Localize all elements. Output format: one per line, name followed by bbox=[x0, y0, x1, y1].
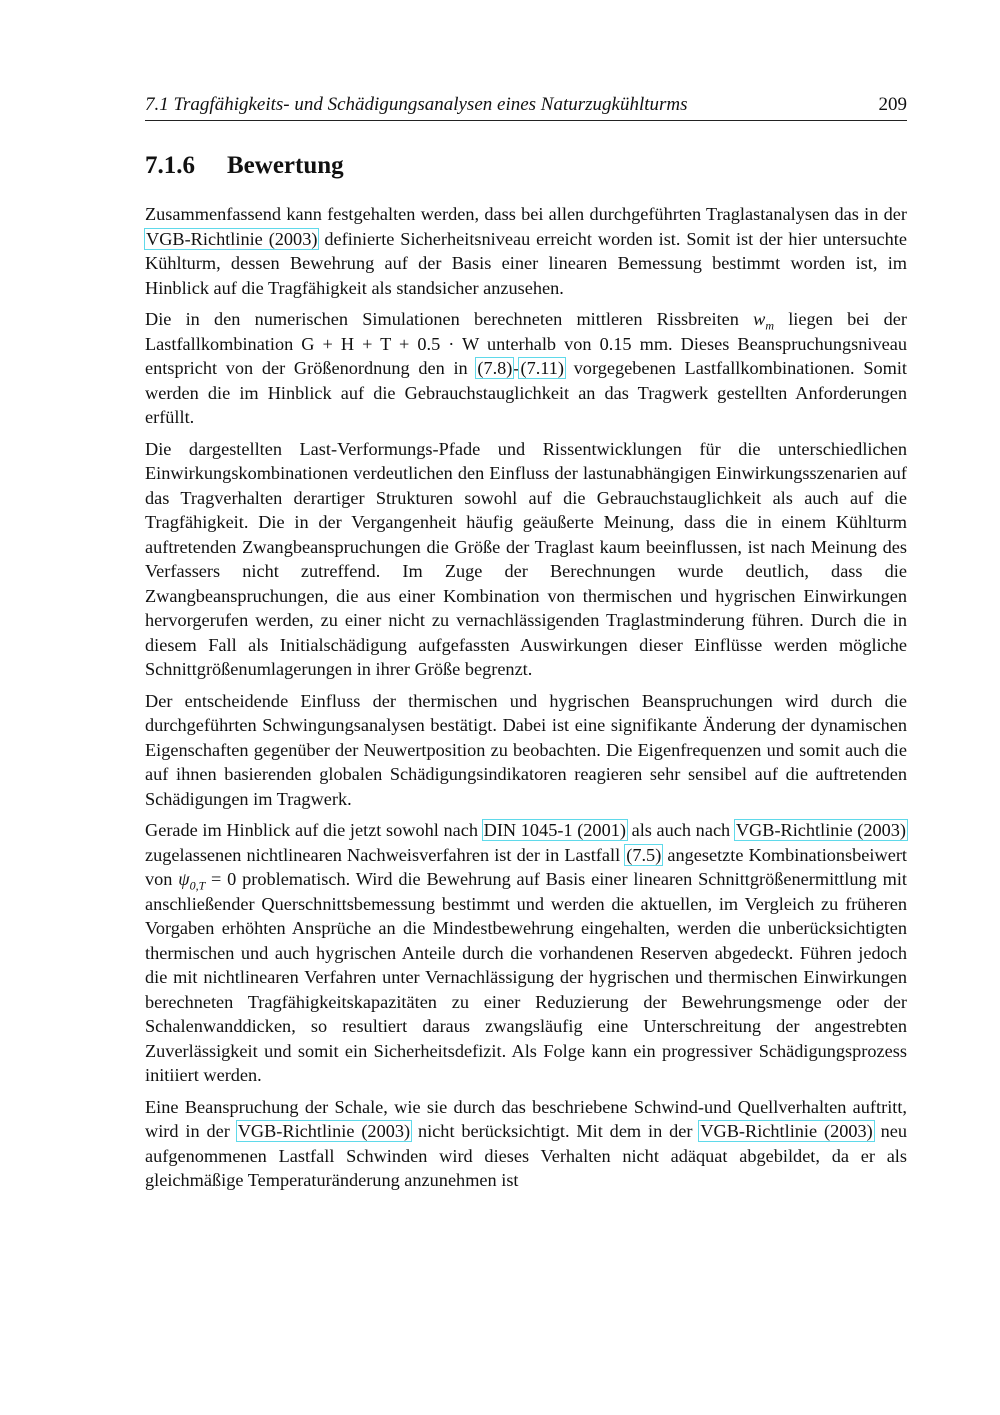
math-symbol: w bbox=[753, 309, 766, 329]
section-heading bbox=[145, 152, 344, 180]
paragraph-5 bbox=[145, 818, 907, 1088]
math-symbol: ψ bbox=[178, 869, 190, 889]
citation-link[interactable]: DIN 1045-1 (2001) bbox=[483, 820, 626, 840]
math-subscript: m bbox=[765, 318, 775, 333]
section-title: Bewertung bbox=[227, 152, 344, 179]
equation-ref-link[interactable]: (7.11) bbox=[520, 358, 564, 378]
math-variable bbox=[753, 309, 775, 333]
running-header bbox=[145, 92, 907, 121]
math-variable bbox=[178, 869, 206, 893]
paragraph-1 bbox=[145, 202, 907, 300]
text-run: zugelassenen nichtlinearen Nachweisverfahren ist der in Lastfall bbox=[145, 844, 626, 865]
citation-link[interactable]: VGB-Richtlinie (2003) bbox=[735, 820, 907, 840]
text-run: Gerade im Hinblick auf die jetzt sowohl nach bbox=[145, 820, 483, 840]
text-run: - bbox=[513, 358, 520, 378]
section-number: 7.1.6 bbox=[145, 152, 195, 179]
citation-link[interactable]: VGB-Richtlinie (2003) bbox=[146, 228, 318, 249]
text-run: = 0 problematisch. Wird die Bewehrung auf Basis einer linearen Schnittgrößenermittlung mit anschließender Querschnittsbemessung bestimmt und werden die aktuellen, im Vergleich zu früheren Vorgaben erhöhten Ansprüche an die Mindestbewehrung eingehalten, werden die unberücksichtigten thermischen und auch hygrischen Anteile durch die vorhandenen Reserven abgedeckt. Führen jedoch die mit nichtlinearen Verfahren unter Vernachlässigung der hygrischen und thermischen Einwirkungen berechneten Tragfähigkeitskapazitäten zu einer Reduzierung der Bewehrungsmenge oder der Schalenwanddicken, so resultiert daraus zwangsläufig eine Unterschreitung der angestrebten Zuverlässigkeit und somit ein Sicherheitsdefizit. Als Folge kann ein progressiver Schädigungsprozess initiiert werden. bbox=[145, 869, 907, 1085]
math-subscript: 0,T bbox=[189, 878, 206, 893]
paragraph-4: Der entscheidende Einfluss der thermischen und hygrischen Beanspruchungen wird durch die durchgeführten Schwingungsanalysen bestätigt. Dabei ist eine signifikante Änderung der dynamischen Eigenschaften gegenüber der Neuwertposition zu beobachten. Die Eigenfrequenzen und somit auch die auf ihnen basierenden globalen Schädigungsindikatoren reagieren sehr sensibel auf die auftretenden Schädigungen im Tragwerk. bbox=[145, 690, 907, 809]
page-number: 209 bbox=[878, 94, 907, 115]
text-run: Zusammenfassend kann festgehalten werden, dass bei allen durchgeführten Traglastanalysen das in der bbox=[145, 204, 907, 224]
body-text bbox=[145, 202, 907, 1200]
text-run: angesetzte Kombinationsbeiwert von bbox=[145, 844, 907, 889]
text-run: neu aufgenommenen Lastfall Schwinden wird dieses Verhalten nicht adäquat abgebildet, da er als gleichmäßige Temperaturänderung anzunehmen ist bbox=[145, 1121, 908, 1190]
text-run: als auch nach bbox=[626, 820, 735, 840]
citation-link[interactable]: VGB-Richtlinie (2003) bbox=[237, 1121, 411, 1141]
text-run: liegen bei der Lastfallkombination G + H + T + 0.5 · W unterhalb von 0.15 mm. Dieses Beanspruchungsniveau entspricht von der Größenordnung den in bbox=[145, 309, 907, 378]
equation-ref-link[interactable]: (7.8) bbox=[477, 358, 513, 378]
text-run: nicht berücksichtigt. Mit dem in der bbox=[411, 1121, 700, 1141]
text-run: Die in den numerischen Simulationen berechneten mittleren Rissbreiten bbox=[145, 309, 754, 329]
text-run: definierte Sicherheitsniveau erreicht worden ist. Somit ist der hier untersuchte Kühlturm, dessen Bewehrung auf der Basis einer linearen Bemessung bestimmt worden ist, im Hinblick auf die Tragfähigkeit als standsicher anzusehen. bbox=[145, 228, 907, 298]
equation-ref-link[interactable]: (7.5) bbox=[626, 844, 662, 865]
text-run: Eine Beanspruchung der Schale, wie sie durch das beschriebene Schwind-und Quellverhalten auftritt, wird in der bbox=[145, 1096, 907, 1141]
running-title: 7.1 Tragfähigkeits- und Schädigungsanalysen eines Naturzugkühlturms bbox=[145, 94, 688, 115]
paragraph-3: Die dargestellten Last-Verformungs-Pfade und Rissentwicklungen für die unterschiedlichen Einwirkungskombinationen verdeutlichen den Einfluss der lastunabhängigen Einwirkungsszenarien auf das Tragverhalten derartiger Strukturen sowohl auf die Gebrauchstauglichkeit als auch auf die Tragfähigkeit. Die in der Vergangenheit häufig geäußerte Meinung, dass die in einem Kühlturm auftretenden Zwangbeanspruchungen die Größe der Traglast kaum beeinflussen, ist nach Meinung des Verfassers nicht zutreffend. Im Zuge der Berechnungen wurde deutlich, dass die Zwangbeanspruchungen, die aus einer Kombination von thermischen und hygrischen Einwirkungen hervorgerufen werden, zu einer nicht zu vernachlässigenden Traglastminderung führen. Durch die in diesem Fall als Initialschädigung aufgefassten Auswirkungen dieser Einflüsse werden mögliche Schnittgrößenumlagerungen in ihrer Größe begrenzt. bbox=[145, 438, 907, 679]
paragraph-6 bbox=[145, 1095, 907, 1193]
paragraph-2 bbox=[145, 307, 907, 430]
text-run: vorgegebenen Lastfallkombinationen. Somit werden die im Hinblick auf die Gebrauchstauglichkeit an das Tragwerk gestellten Anforderungen erfüllt. bbox=[145, 358, 908, 427]
citation-link[interactable]: VGB-Richtlinie (2003) bbox=[700, 1121, 873, 1141]
